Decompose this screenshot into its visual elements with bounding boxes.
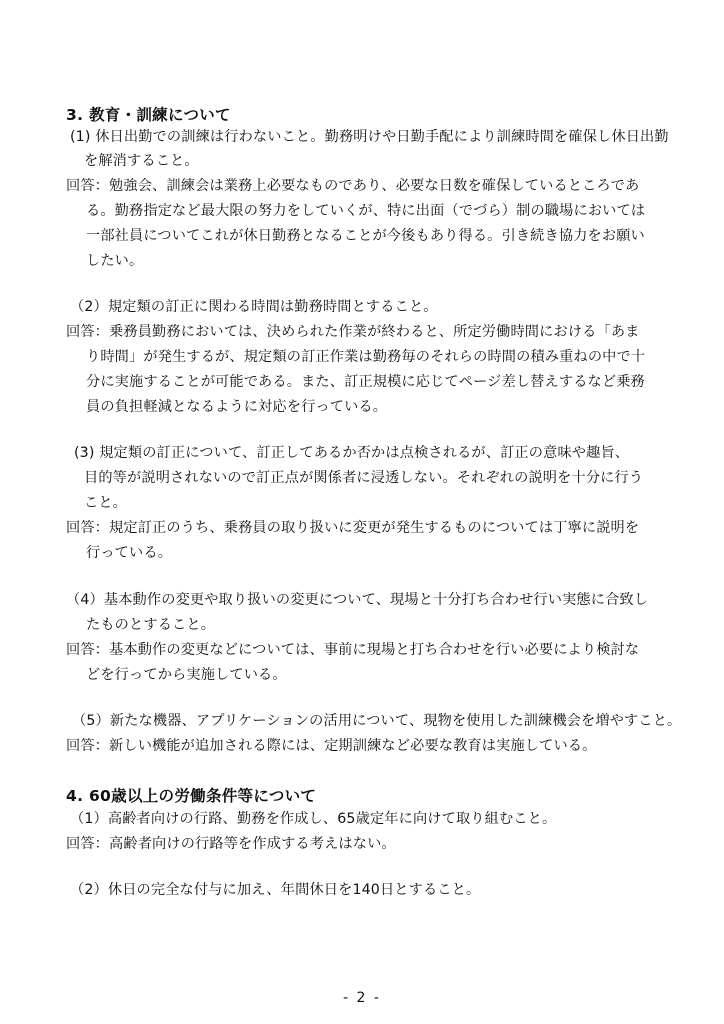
item-4-1-question-line-1: （1）高齢者向けの行路、勤務を作成し、65歳定年に向けて取り組むこと。: [70, 811, 557, 827]
item-3-3-answer-line-1: 回答：規定訂正のうち、乗務員の取り扱いに変更が発生するものについては丁寧に説明を: [66, 520, 640, 536]
page-number: - 2 -: [343, 990, 381, 1006]
item-3-3-question-line-2: 目的等が説明されないので訂正点が関係者に浸透しない。それぞれの説明を十分に行う: [84, 470, 644, 486]
item-3-2-answer-line-2: り時間」が発生するが、規定類の訂正作業は勤務毎のそれらの時間の積み重ねの中で十: [86, 349, 646, 365]
item-3-1-answer-line-4: したい。: [86, 253, 144, 269]
item-4-2-question-line-1: （2）休日の完全な付与に加え、年間休日を140日とすること。: [70, 882, 481, 898]
item-3-4-question-line-1: （4）基本動作の変更や取り扱いの変更について、現場と十分打ち合わせ行い実態に合致し: [66, 592, 649, 608]
item-3-1-answer-line-2: る。勤務指定など最大限の努力をしていくが、特に出面（でづら）制の職場においては: [86, 203, 646, 219]
item-3-4-answer-line-2: どを行ってから実施している。: [86, 667, 287, 683]
item-3-1-question-line-1: (1) 休日出勤での訓練は行わないこと。勤務明けや日勤手配により訓練時間を確保し休日出勤: [70, 129, 669, 145]
item-3-3-question-line-3: こと。: [84, 495, 128, 511]
item-3-4-answer-line-1: 回答：基本動作の変更などについては、事前に現場と打ち合わせを行い必要により検討な: [66, 642, 640, 658]
item-3-5-answer-line-1: 回答：新しい機能が追加される際には、定期訓練など必要な教育は実施している。: [66, 738, 597, 754]
item-3-2-answer-line-1: 回答：乗務員勤務においては、決められた作業が終わると、所定労働時間における「あま: [66, 324, 640, 340]
item-3-2-answer-line-3: 分に実施することが可能である。また、訂正規模に応じてページ差し替えするなど乗務: [86, 374, 645, 390]
item-4-1-answer-line-1: 回答：高齢者向けの行路等を作成する考えはない。: [66, 836, 396, 852]
item-3-4-question-line-2: たものとすること。: [86, 617, 216, 633]
section-4-heading: 4. 60歳以上の労働条件等について: [66, 787, 317, 805]
item-3-3-question-line-1: (3) 規定類の訂正について、訂正してあるか否かは点検されるが、訂正の意味や趣旨、: [74, 445, 630, 461]
item-3-1-answer-line-1: 回答：勉強会、訓練会は業務上必要なものであり、必要な日数を確保しているところであ: [66, 178, 640, 194]
item-3-1-question-line-2: を解消すること。: [84, 153, 199, 169]
item-3-1-answer-line-3: 一部社員についてこれが休日勤務となることが今後もあり得る。引き続き協力をお願い: [86, 228, 645, 244]
item-3-5-question-line-1: （5）新たな機器、アプリケーションの活用について、現物を使用した訓練機会を増やすこと。: [72, 713, 682, 729]
section-3-heading: 3. 教育・訓練について: [66, 106, 231, 124]
item-3-2-question-line-1: （2）規定類の訂正に関わる時間は勤務時間とすること。: [70, 299, 438, 315]
item-3-2-answer-line-4: 員の負担軽減となるように対応を行っている。: [86, 399, 388, 415]
item-3-3-answer-line-2: 行っている。: [86, 545, 173, 561]
